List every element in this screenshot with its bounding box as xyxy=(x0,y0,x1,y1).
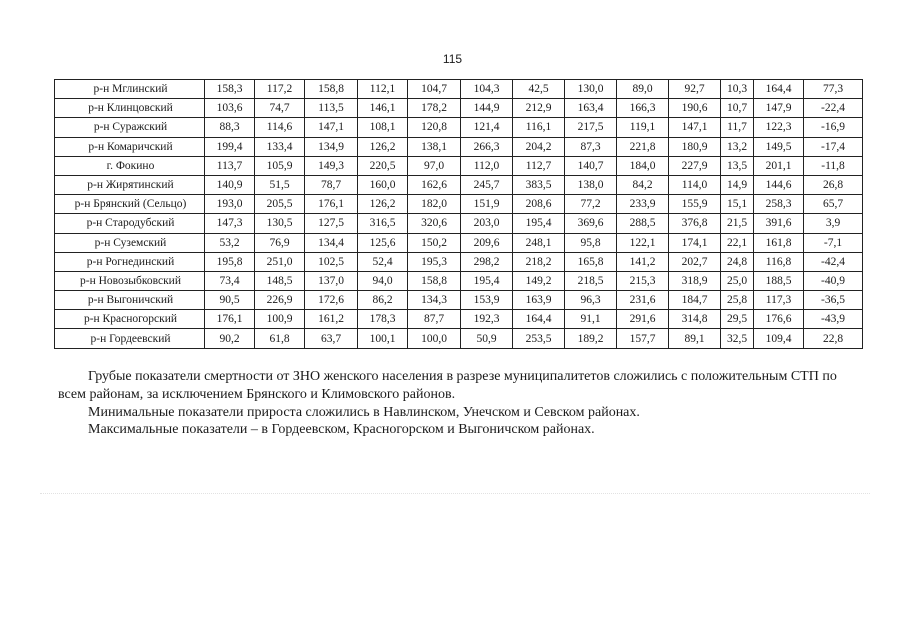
table-cell: 130,0 xyxy=(565,80,617,99)
table-cell: 95,8 xyxy=(565,233,617,252)
table-cell: 138,1 xyxy=(408,137,461,156)
table-cell: 220,5 xyxy=(358,156,408,175)
table-cell: 84,2 xyxy=(617,175,669,194)
table-row xyxy=(55,233,863,252)
table-cell: 92,7 xyxy=(669,80,721,99)
table-cell: 162,6 xyxy=(408,175,461,194)
table-cell: 25,0 xyxy=(721,271,754,290)
table-cell: 153,9 xyxy=(461,291,513,310)
table-cell: 199,4 xyxy=(205,137,255,156)
table-cell: 3,9 xyxy=(804,214,863,233)
row-label: р-н Брянский (Сельцо) xyxy=(55,195,205,214)
table-cell: 233,9 xyxy=(617,195,669,214)
table-cell: 105,9 xyxy=(255,156,305,175)
table-cell: 163,9 xyxy=(513,291,565,310)
table-cell: 176,1 xyxy=(305,195,358,214)
table-cell: 90,5 xyxy=(205,291,255,310)
table-cell: -40,9 xyxy=(804,271,863,290)
table-cell: 218,2 xyxy=(513,252,565,271)
table-cell: 165,8 xyxy=(565,252,617,271)
table-cell: 77,2 xyxy=(565,195,617,214)
row-label: р-н Гордеевский xyxy=(55,329,205,348)
table-cell: 52,4 xyxy=(358,252,408,271)
table-cell: 25,8 xyxy=(721,291,754,310)
table-cell: 100,1 xyxy=(358,329,408,348)
row-label: р-н Комаричский xyxy=(55,137,205,156)
table-cell: 231,6 xyxy=(617,291,669,310)
table-cell: 134,3 xyxy=(408,291,461,310)
table-cell: 113,7 xyxy=(205,156,255,175)
row-label: р-н Суземский xyxy=(55,233,205,252)
table-cell: 172,6 xyxy=(305,291,358,310)
table-cell: 147,3 xyxy=(205,214,255,233)
table-cell: 14,9 xyxy=(721,175,754,194)
table-cell: 266,3 xyxy=(461,137,513,156)
table-cell: 134,9 xyxy=(305,137,358,156)
table-cell: 119,1 xyxy=(617,118,669,137)
table-cell: 100,0 xyxy=(408,329,461,348)
table-cell: 180,9 xyxy=(669,137,721,156)
table-cell: 184,0 xyxy=(617,156,669,175)
table-row xyxy=(55,118,863,137)
table-cell: 73,4 xyxy=(205,271,255,290)
table-cell: 104,3 xyxy=(461,80,513,99)
table-cell: 90,2 xyxy=(205,329,255,348)
table-cell: 149,2 xyxy=(513,271,565,290)
table-cell: 96,3 xyxy=(565,291,617,310)
table-cell: 147,1 xyxy=(305,118,358,137)
table-cell: 227,9 xyxy=(669,156,721,175)
table-cell: 86,2 xyxy=(358,291,408,310)
table-cell: 148,5 xyxy=(255,271,305,290)
table-cell: 182,0 xyxy=(408,195,461,214)
table-cell: 149,5 xyxy=(754,137,804,156)
table-cell: 10,7 xyxy=(721,99,754,118)
table-cell: 147,1 xyxy=(669,118,721,137)
table-cell: 63,7 xyxy=(305,329,358,348)
table-row xyxy=(55,99,863,118)
paragraph-1: Грубые показатели смертности от ЗНО женского населения в разрезе муниципалитетов сложились с положительным СТП по всем районам, за исключением Брянского и Климовского районов. xyxy=(58,369,837,402)
table-cell: 109,4 xyxy=(754,329,804,348)
table-cell: 190,6 xyxy=(669,99,721,118)
table-cell: -42,4 xyxy=(804,252,863,271)
table-cell: 158,8 xyxy=(305,80,358,99)
table-cell: 178,3 xyxy=(358,310,408,329)
table-cell: 245,7 xyxy=(461,175,513,194)
row-label: р-н Рогнединский xyxy=(55,252,205,271)
table-cell: 140,7 xyxy=(565,156,617,175)
paragraph-3: Максимальные показатели – в Гордеевском, Красногорском и Выгоничском районах. xyxy=(88,422,595,437)
table-cell: 112,1 xyxy=(358,80,408,99)
table-cell: 15,1 xyxy=(721,195,754,214)
table-cell: 209,6 xyxy=(461,233,513,252)
table-cell: 151,9 xyxy=(461,195,513,214)
table-cell: 203,0 xyxy=(461,214,513,233)
row-label: р-н Стародубский xyxy=(55,214,205,233)
table-cell: 161,2 xyxy=(305,310,358,329)
table-cell: 298,2 xyxy=(461,252,513,271)
table-cell: 87,7 xyxy=(408,310,461,329)
table-row xyxy=(55,310,863,329)
table-cell: 208,6 xyxy=(513,195,565,214)
table-cell: 112,7 xyxy=(513,156,565,175)
table-cell: 42,5 xyxy=(513,80,565,99)
table-cell: 11,7 xyxy=(721,118,754,137)
table-cell: 251,0 xyxy=(255,252,305,271)
table-cell: 120,8 xyxy=(408,118,461,137)
table-cell: 89,0 xyxy=(617,80,669,99)
table-cell: -11,8 xyxy=(804,156,863,175)
table-cell: 258,3 xyxy=(754,195,804,214)
table-cell: 21,5 xyxy=(721,214,754,233)
table-cell: 114,0 xyxy=(669,175,721,194)
table-cell: 141,2 xyxy=(617,252,669,271)
mortality-table xyxy=(54,79,863,349)
table-cell: 226,9 xyxy=(255,291,305,310)
table-cell: 91,1 xyxy=(565,310,617,329)
table-cell: 149,3 xyxy=(305,156,358,175)
table-cell: 89,1 xyxy=(669,329,721,348)
table-cell: 122,1 xyxy=(617,233,669,252)
table-cell: 164,4 xyxy=(513,310,565,329)
table-cell: 117,3 xyxy=(754,291,804,310)
table-cell: 174,1 xyxy=(669,233,721,252)
table-row xyxy=(55,80,863,99)
table-cell: 29,5 xyxy=(721,310,754,329)
table-cell: 22,8 xyxy=(804,329,863,348)
table-cell: 218,5 xyxy=(565,271,617,290)
row-label: р-н Жирятинский xyxy=(55,175,205,194)
table-cell: 116,8 xyxy=(754,252,804,271)
table-cell: 61,8 xyxy=(255,329,305,348)
table-cell: 195,3 xyxy=(408,252,461,271)
table-row xyxy=(55,271,863,290)
table-cell: 166,3 xyxy=(617,99,669,118)
table-cell: 204,2 xyxy=(513,137,565,156)
table-cell: 195,4 xyxy=(461,271,513,290)
table-cell: 122,3 xyxy=(754,118,804,137)
table-cell: -17,4 xyxy=(804,137,863,156)
table-cell: 100,9 xyxy=(255,310,305,329)
table-cell: 383,5 xyxy=(513,175,565,194)
table-cell: 50,9 xyxy=(461,329,513,348)
table-cell: 116,1 xyxy=(513,118,565,137)
table-cell: 97,0 xyxy=(408,156,461,175)
page-number: 115 xyxy=(442,52,463,66)
table-cell: 26,8 xyxy=(804,175,863,194)
table-cell: -43,9 xyxy=(804,310,863,329)
table-row xyxy=(55,156,863,175)
table-cell: 125,6 xyxy=(358,233,408,252)
table-cell: 217,5 xyxy=(565,118,617,137)
table-row xyxy=(55,329,863,348)
table-cell: 126,2 xyxy=(358,195,408,214)
table-cell: 108,1 xyxy=(358,118,408,137)
table-cell: 144,9 xyxy=(461,99,513,118)
table-cell: 130,5 xyxy=(255,214,305,233)
table-cell: 138,0 xyxy=(565,175,617,194)
table-cell: 74,7 xyxy=(255,99,305,118)
table-cell: 126,2 xyxy=(358,137,408,156)
table-cell: 134,4 xyxy=(305,233,358,252)
table-row xyxy=(55,252,863,271)
table-cell: 161,8 xyxy=(754,233,804,252)
table-cell: 212,9 xyxy=(513,99,565,118)
table-cell: 376,8 xyxy=(669,214,721,233)
table-cell: 112,0 xyxy=(461,156,513,175)
table-cell: -7,1 xyxy=(804,233,863,252)
table-cell: 77,3 xyxy=(804,80,863,99)
table-cell: 121,4 xyxy=(461,118,513,137)
table-cell: 13,2 xyxy=(721,137,754,156)
table-cell: 113,5 xyxy=(305,99,358,118)
table-cell: 10,3 xyxy=(721,80,754,99)
table-cell: 53,2 xyxy=(205,233,255,252)
table-cell: 104,7 xyxy=(408,80,461,99)
table-cell: 103,6 xyxy=(205,99,255,118)
table-cell: -36,5 xyxy=(804,291,863,310)
table-cell: 133,4 xyxy=(255,137,305,156)
row-label: р-н Суражский xyxy=(55,118,205,137)
table-cell: 205,5 xyxy=(255,195,305,214)
table-cell: 253,5 xyxy=(513,329,565,348)
row-label: г. Фокино xyxy=(55,156,205,175)
table-cell: 158,8 xyxy=(408,271,461,290)
table-cell: 65,7 xyxy=(804,195,863,214)
table-row xyxy=(55,291,863,310)
table-cell: 150,2 xyxy=(408,233,461,252)
table-cell: 88,3 xyxy=(205,118,255,137)
row-label: р-н Красногорский xyxy=(55,310,205,329)
table-cell: 193,0 xyxy=(205,195,255,214)
table-cell: 221,8 xyxy=(617,137,669,156)
table-cell: 127,5 xyxy=(305,214,358,233)
table-cell: 391,6 xyxy=(754,214,804,233)
table-cell: 176,1 xyxy=(205,310,255,329)
table-cell: 160,0 xyxy=(358,175,408,194)
table-cell: 163,4 xyxy=(565,99,617,118)
table-cell: 146,1 xyxy=(358,99,408,118)
table-cell: 314,8 xyxy=(669,310,721,329)
table-cell: 215,3 xyxy=(617,271,669,290)
table-cell: 201,1 xyxy=(754,156,804,175)
dotted-artifact-line xyxy=(40,493,870,494)
table-cell: 184,7 xyxy=(669,291,721,310)
table-cell: 164,4 xyxy=(754,80,804,99)
table-row xyxy=(55,175,863,194)
table-cell: 248,1 xyxy=(513,233,565,252)
table-cell: 117,2 xyxy=(255,80,305,99)
table-cell: 202,7 xyxy=(669,252,721,271)
table-cell: 102,5 xyxy=(305,252,358,271)
row-label: р-н Выгоничский xyxy=(55,291,205,310)
table-cell: 291,6 xyxy=(617,310,669,329)
table-cell: 87,3 xyxy=(565,137,617,156)
table-cell: 144,6 xyxy=(754,175,804,194)
row-label: р-н Клинцовский xyxy=(55,99,205,118)
table-cell: 192,3 xyxy=(461,310,513,329)
table-cell: 318,9 xyxy=(669,271,721,290)
table-cell: 147,9 xyxy=(754,99,804,118)
table-cell: 155,9 xyxy=(669,195,721,214)
table-body xyxy=(55,80,863,349)
table-cell: 320,6 xyxy=(408,214,461,233)
table-cell: 13,5 xyxy=(721,156,754,175)
table-cell: 78,7 xyxy=(305,175,358,194)
table-cell: 176,6 xyxy=(754,310,804,329)
row-label: р-н Мглинский xyxy=(55,80,205,99)
table-cell: -22,4 xyxy=(804,99,863,118)
table-row xyxy=(55,195,863,214)
table-cell: -16,9 xyxy=(804,118,863,137)
table-cell: 369,6 xyxy=(565,214,617,233)
table-cell: 188,5 xyxy=(754,271,804,290)
table-row xyxy=(55,214,863,233)
table-cell: 24,8 xyxy=(721,252,754,271)
table-cell: 189,2 xyxy=(565,329,617,348)
table-cell: 22,1 xyxy=(721,233,754,252)
table-cell: 288,5 xyxy=(617,214,669,233)
table-cell: 158,3 xyxy=(205,80,255,99)
paragraph-2: Минимальные показатели прироста сложились в Навлинском, Унечском и Севском районах. xyxy=(88,405,640,420)
table-cell: 51,5 xyxy=(255,175,305,194)
table-cell: 157,7 xyxy=(617,329,669,348)
table-cell: 32,5 xyxy=(721,329,754,348)
row-label: р-н Новозыбковский xyxy=(55,271,205,290)
table-cell: 140,9 xyxy=(205,175,255,194)
table-cell: 195,8 xyxy=(205,252,255,271)
table-cell: 178,2 xyxy=(408,99,461,118)
table-cell: 76,9 xyxy=(255,233,305,252)
table-row xyxy=(55,137,863,156)
table-cell: 114,6 xyxy=(255,118,305,137)
table-cell: 94,0 xyxy=(358,271,408,290)
table-cell: 195,4 xyxy=(513,214,565,233)
table-cell: 137,0 xyxy=(305,271,358,290)
table-cell: 316,5 xyxy=(358,214,408,233)
